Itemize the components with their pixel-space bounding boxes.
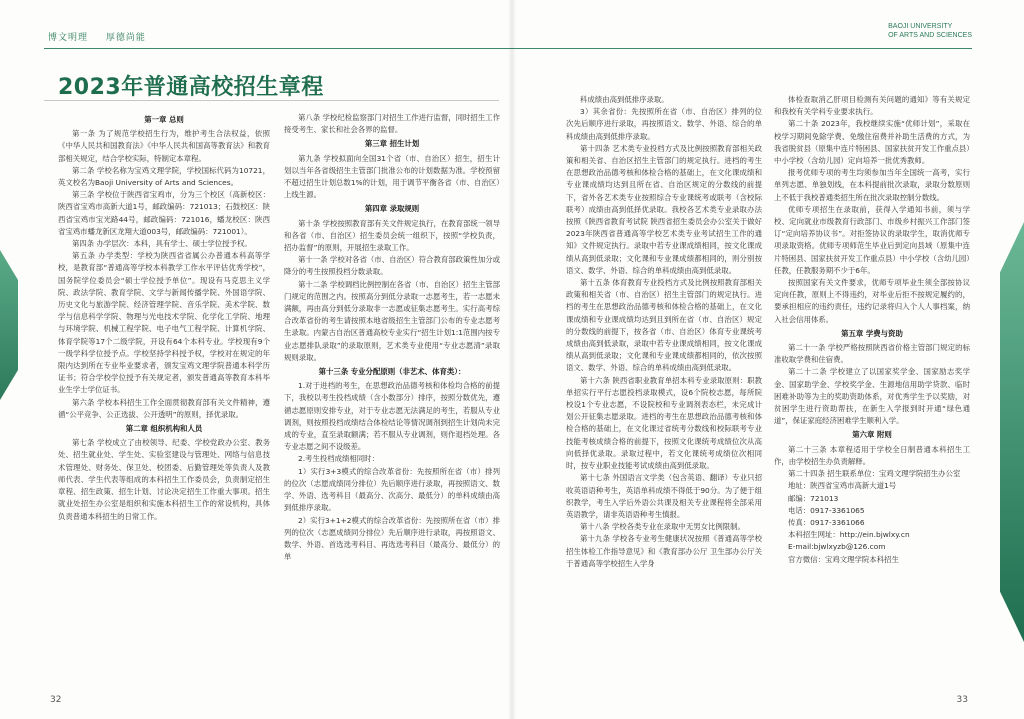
paragraph: E-mail:bjwlxyzb@126.com [788, 542, 886, 552]
paragraph: 第十条 学校按照教育部有关文件规定执行，在教育部统一领导和各省（市、自治区）招生委员会统一组织下，按照“学校负责，招办监督”的原则，开展招生录取工作。 [284, 218, 500, 253]
university-en-line-2: OF ARTS AND SCIENCES [888, 32, 972, 39]
paragraph: 第十二条 学校调档比例控制在各省（市、自治区）招生主管部门规定的范围之内。按照高分到低分录取一志愿考生，若一志愿未满额，再由高分到低分录取非一志愿或征集志愿考生。实行高考综合改革省份的考生请按照本地省级招生主管部门公布的专业志愿考生录取。内蒙古自治区普通高校专业实行“招生计划1:1范围内按专业志愿排队录取”的录取原则，艺术类专业使用“专业志愿清”录取规则录取。 [284, 279, 500, 362]
paragraph: 2.考生投档成绩相同时： [298, 454, 379, 464]
paragraph: 按照国家有关文件要求，优师专项毕业生须全部按协议定向任教，原则上不得违约，对毕业后拒不按规定履约的，要承担相应的违约责任，违约记录将归入个人人事档案，纳入社会信用体系。 [774, 278, 970, 324]
paragraph: 第四条 办学层次：本科，具有学士、硕士学位授予权。 [72, 239, 252, 249]
paragraph: 第二十一条 学校严格按照陕西省价格主管部门规定的标准收取学费和住宿费。 [774, 343, 970, 365]
motto-2: 厚德尚能 [105, 33, 146, 43]
section-heading: 第四章 录取规则 [364, 204, 420, 214]
page-number-right: 33 [956, 695, 968, 705]
paragraph: 第十六条 陕西省职业教育单招本科专业录取原则：职教单招实行平行志愿投档录取模式，设6个院校志愿，每所院校设1个专业志愿，不设院校和专业调剂表态栏，未完成计划公开征集志愿录取。进档的考生在思想政治品德考核和体检合格的基础上，在文化课过省统考分数线和校际联考专业技能考核成绩合格的前提下，按照文化课统考成绩位次从高向低择优录取。录取过程中，若文化课统考成绩位次相同时，按专业职业技能考试成绩由高到低录取。 [566, 375, 762, 471]
section-heading: 第五章 学费与资助 [841, 328, 903, 338]
header-motto [48, 30, 160, 43]
right-page [512, 0, 1024, 719]
text-column-2 [284, 112, 500, 682]
paragraph: 第二条 学校名称为宝鸡文理学院，学校国标代码为10721，英文校名为Baoji University of Arts and Sciences。 [58, 165, 270, 188]
page-title: 2023年普通高校招生章程 [58, 75, 324, 100]
right-decoration [1000, 222, 1024, 642]
section-heading: 第六章 附则 [852, 430, 892, 440]
paragraph: 邮编：721013 [788, 493, 839, 503]
header-rule-right [512, 48, 972, 49]
paragraph: 第五条 办学类型：学校为陕西省省属公办普通本科高等学校，是教育部“普通高等学校本科教学工作水平评估优秀学校”，国务院学位委员会“硕士学位授予单位”。现设有马克思主义学院、政法学院、教育学院、文学与新闻传播学院、外国语学院、历史文化与旅游学院、经济管理学院、音乐学院、美术学院、数学与信息科学学院、物理与光电技术学院、化学化工学院、地理与环境学院、机械工程学院、电子电气工程学院、计算机学院、体育学院等17个二级学院，开设有64个本科专业。学校现有9个一级学科学位授予点。学校坚持学科授予权，学校对在规定的年限内达到所在专业毕业要求者，颁发宝鸡文理学院普通本科学历证书；符合学校学位授予有关规定者，颁发普通高等教育本科毕业生学士学位证书。 [58, 251, 270, 395]
paragraph: 第一条 为了规范学校招生行为，维护考生合法权益，依照《中华人民共和国教育法》《中华人民共和国高等教育法》和教育部相关规定，结合学校实际，特制定本章程。 [58, 129, 270, 163]
section-heading: 第三章 招生计划 [364, 139, 420, 149]
paragraph: 第七条 学校成立了由校领导、纪委、学校党政办公室、教务处、招生就业处、学生处、实验室建设与管理处、网络与信息技术管理处、财务处、保卫处、校团委、后勤管理处等负责人及教师代表、学生代表等组成的本科招生工作委员会，负责制定招生章程、招生政策、招生计划、讨论决定招生工作重大事项。招生就业处招生办公室是组织和实施本科招生工作的常设机构，具体负责普通本科招生的日常工作。 [58, 438, 270, 521]
paragraph: 地址：陕西省宝鸡市高新大道1号 [788, 481, 897, 491]
paragraph: 第三条 学校位于陕西省宝鸡市，分为三个校区（高新校区：陕西省宝鸡市高新大道1号，邮政编码：721013；石鼓校区：陕西省宝鸡市宝光路44号，邮政编码：721016，蟠龙校区：陕西省宝鸡市蟠龙新区龙翔大道003号，邮政编码：721001）。 [58, 190, 270, 236]
paragraph: 2）实行3+1+2模式的综合改革省份：先按照所在省（市）排列的位次（志愿成绩同分排位）先后顺序进行录取，再按照语文、数学、外语、首选选考科目、再选选考科目（最高分、最低分）的单 [284, 515, 500, 562]
paragraph: 传真：0917-3361066 [788, 517, 865, 527]
text-column-4 [774, 94, 970, 684]
paragraph: 科成绩由高到低排序录取。 [580, 95, 669, 104]
paragraph: 第十八条 学校各类专业在录取中无男女比例限制。 [580, 522, 745, 532]
page-number-left: 32 [50, 695, 62, 705]
title-rule [44, 100, 499, 101]
paragraph: 电话：0917-3361065 [788, 505, 865, 515]
paragraph: 第八条 学校纪检监察部门对招生工作进行监督，同时招生工作接受考生、家长和社会各界的监督。 [284, 113, 500, 135]
paragraph: 第十四条 艺术类专业投档方式及比例按照教育部相关政策和相关省、自治区招生主管部门的规定执行。进档的考生在思想政治品德考核和体检合格的基础上，在文化课成绩和专业课成绩均达到且所在省、自治区规定的分数线的前提下，省外各艺术类专业按照综合专业课统考或联考（含校际联考）成绩由高到低择优录取。我校各艺术类专业录取办法按照《陕西省教育考试院 陕西省招生委员会办公室关于做好2023年陕西省普通高等学校艺术类专业考试招生工作的通知》文件规定执行。录取中若专业课成绩相同，按文化课成绩从高到低录取；文化课和专业课成绩都相同的，则分别按语文、数学、外语、综合的单科成绩由高到低录取。 [566, 143, 762, 275]
header-rule-left [44, 48, 512, 49]
paragraph: 优师专项招生在录取前，获得入学通知书前，须与学校、定向就业市级教育行政部门、市级乡村振兴工作部门签订“定向培养协议书”。对拒签协议的录取学生，取消优师专项录取资格。优师专项师范生毕业后到定向县域（原集中连片特困县、国家扶贫开发工作重点县）中小学校（含幼儿园）任教，任教服务期不少于6年。 [774, 204, 970, 275]
paragraph: 第十九条 学校各专业考生健康状况按照《普通高等学校招生体检工作指导意见》和《教育部办公厅 卫生部办公厅关于普通高等学校招生入学身 [566, 534, 762, 568]
paragraph: 第十一条 学校对各省（市、自治区）符合教育部政策性加分或降分的考生按照投档分数录取。 [284, 255, 500, 277]
paragraph: 第二十四条 招生联系单位：宝鸡文理学院招生办公室 [788, 469, 961, 479]
paragraph: 第九条 学校拟面向全国31个省（市、自治区）招生，招生计划以当年各省级招生主管部门批准公布的计划数据为准。学校预留不超过招生计划总数1%的计划，用于调节平衡各省（市、自治区）上线生源。 [284, 153, 500, 200]
paragraph: 第十七条 外国语言文学类（包含英语、翻译）专业只招收英语语种考生，英语单科成绩不得低于90分。为了便于组织教学，考生入学后外语公共课及相关专业课程将全部采用英语教学，请非英语语种考生慎报。 [566, 473, 762, 519]
section-heading: 第十三条 专业分配原则（非艺术、体育类）： [318, 367, 466, 377]
paragraph: 体检查取消乙肝项目检测有关问题的通知》等有关规定和我校有关学科专业要求执行。 [774, 95, 970, 117]
paragraph: 第二十三条 本章程适用于学校全日制普通本科招生工作，由学校招生办负责解释。 [774, 444, 970, 466]
header-university [888, 22, 972, 40]
paragraph: 第二十二条 学校建立了以国家奖学金、国家励志奖学金、国家助学金、学校奖学金、生源地信用助学贷款、临时困难补助等为主的奖助资助体系，对优秀学生予以奖励，对贫困学生进行资助帮扶，在新生入学报到时开通“绿色通道”，保证家庭经济困难学生顺利入学。 [774, 367, 970, 426]
motto-1: 博文明理 [48, 33, 89, 43]
paragraph: 第二十条 2023年，我校继续实施“优师计划”，采取在校学习期间免除学费、免缴住宿费并补助生活费的方式，为我省脱贫县（原集中连片特困县、国家扶贫开发工作重点县）中小学校（含幼儿园）定向培养一批优秀教师。 [774, 119, 970, 166]
paragraph: 1.对于进档的考生，在思想政治品德考核和体检均合格的前提下，我校以考生投档成绩（含小数部分）排序，按照分数优先，遵循志愿原则安排专业，对于专业志愿无法满足的考生，若服从专业调剂，则按照投档成绩结合体检结论等情况调剂到招生计划尚未完成的专业，直至录取额满；若不服从专业调剂，则作退档处理。各专业志愿之间不设级差。 [284, 381, 500, 452]
left-decoration [0, 250, 18, 400]
paragraph: 3）其余省份：先按照所在省（市、自治区）排列的位次先后顺序进行录取，再按照语文、数学、外语、综合的单科成绩由高到低排序录取。 [566, 107, 762, 141]
paragraph: 1）实行3+3模式的综合改革省份：先按照所在省（市）排列的位次（志愿成绩同分排位）先后顺序进行录取，再按照语文、数学、外语、选考科目（最高分、次高分、最低分）的单科成绩由高到低排序录取。 [284, 466, 500, 513]
paragraph: 报考优师专项的考生均须参加当年全国统一高考，实行单列志愿、单独划线，在本科提前批次录取，录取分数原则上不低于我校普通类招生所在批次录取控制分数线。 [774, 168, 970, 202]
section-heading: 第一章 总则 [144, 115, 184, 124]
paragraph: 第十五条 体育教育专业投档方式及比例按照教育部相关政策和相关省（市、自治区）招生主管部门的规定执行。进档的考生在思想政治品德考核和体检合格的基础上，在文化课成绩和专业课成绩均达到且到所在省（市、自治区）规定的分数线的前提下，按各省（市、自治区）体育专业课统考成绩由高到低录取，录取中若专业课成绩相同，按文化课成绩从高到低录取；文化课和专业课成绩都相同的，依次按照语文、数学、外语、综合的单科成绩由高到低录取。 [566, 278, 762, 373]
paragraph: 官方微信：宝鸡文理学院本科招生 [788, 554, 899, 564]
paragraph: 本科招生网址：http://ein.bjwlxy.cn [788, 530, 910, 540]
text-column-1 [58, 112, 270, 682]
spine-shadow [508, 0, 516, 719]
university-en-line-1: BAOJI UNIVERSITY [888, 23, 953, 30]
text-column-3 [566, 94, 762, 684]
paragraph: 第六条 学校本科招生工作全面贯彻教育部有关文件精神，遵循“公平竞争、公正选拔、公开透明”的原则，择优录取。 [58, 397, 270, 419]
section-heading: 第二章 组织机构和人员 [125, 424, 203, 434]
